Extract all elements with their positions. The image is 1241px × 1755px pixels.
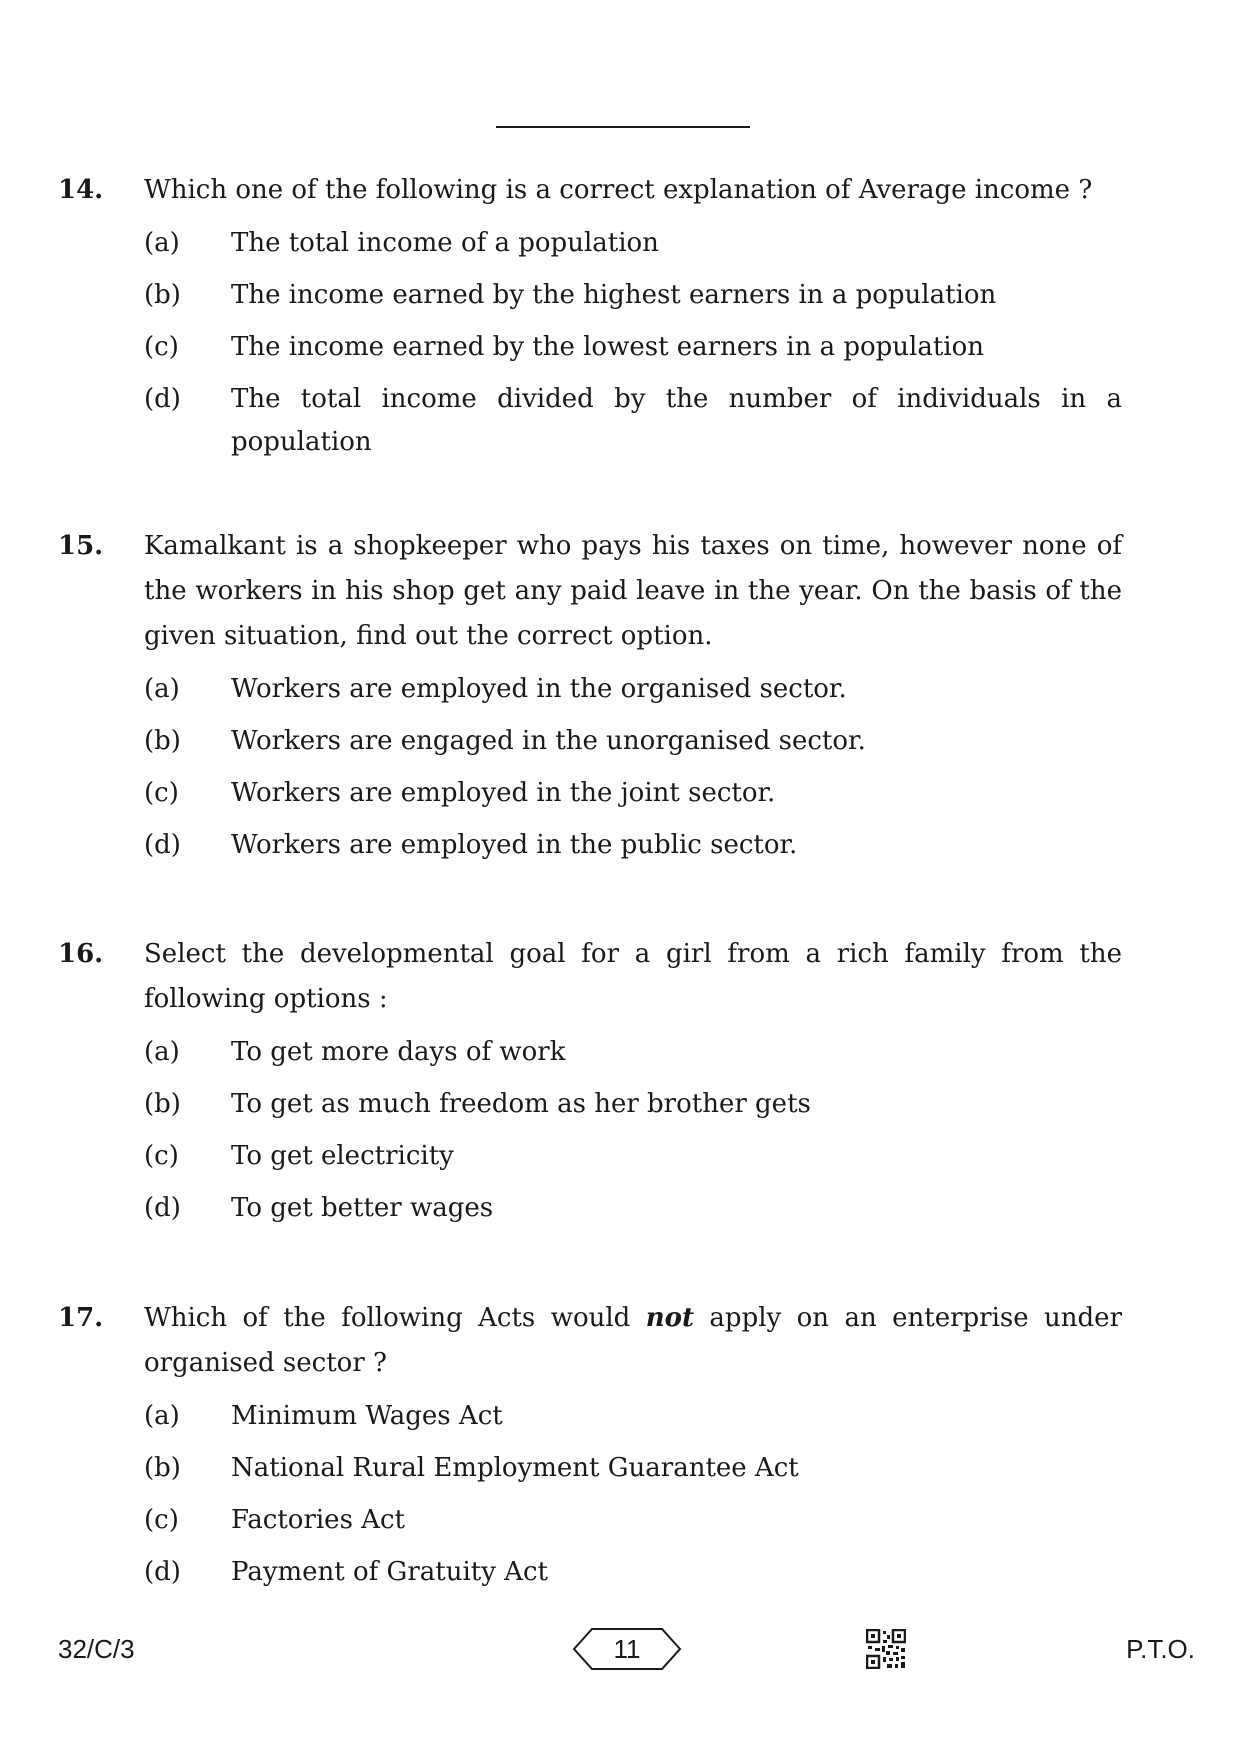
option-text: Workers are employed in the public sector. (231, 830, 798, 860)
option-text: To get as much freedom as her brother gets (231, 1089, 811, 1119)
option-c (144, 1135, 1122, 1178)
question-text (144, 1296, 1122, 1386)
question-text: Kamalkant is a shopkeeper who pays his taxes on time, however none of the workers in his shop get any paid leave in the year. On the basis of the given situation, find out the correct option. (144, 531, 1122, 651)
option-a (144, 668, 1122, 711)
page-number-badge (572, 1627, 682, 1671)
option-text: Workers are employed in the organised sector. (231, 674, 847, 704)
option-text: Payment of Gratuity Act (231, 1557, 548, 1587)
option-a (144, 1031, 1122, 1074)
option-label: (a) (144, 1037, 180, 1067)
option-label: (c) (144, 332, 179, 362)
option-c (144, 1499, 1122, 1542)
option-label: (d) (144, 830, 181, 860)
option-c (144, 326, 1122, 369)
option-label: (b) (144, 1453, 181, 1483)
option-text: Workers are employed in the joint sector. (231, 778, 776, 808)
please-turn-over: P.T.O. (1126, 1634, 1195, 1664)
option-a (144, 1395, 1122, 1438)
option-label: (d) (144, 1193, 181, 1223)
option-d (144, 1187, 1122, 1230)
option-b (144, 1083, 1122, 1126)
option-label: (b) (144, 726, 181, 756)
paper-code: 32/C/3 (58, 1634, 135, 1664)
option-text: Factories Act (231, 1505, 405, 1535)
option-b (144, 1447, 1122, 1490)
option-text: Workers are engaged in the unorganised sector. (231, 726, 866, 756)
page-footer (0, 1627, 1241, 1671)
question-number: 16. (58, 939, 104, 969)
option-b (144, 274, 1122, 317)
option-c (144, 772, 1122, 815)
option-a (144, 222, 1122, 265)
option-d (144, 378, 1122, 464)
question-16 (58, 932, 1122, 1230)
option-label: (b) (144, 1089, 181, 1119)
option-text: To get better wages (231, 1193, 494, 1223)
option-text: National Rural Employment Guarantee Act (231, 1453, 799, 1483)
option-label: (c) (144, 1505, 179, 1535)
option-text: The total income divided by the number of individuals in a population (231, 384, 1122, 457)
option-text: To get electricity (231, 1141, 454, 1171)
option-label: (c) (144, 1141, 179, 1171)
option-label: (a) (144, 1401, 180, 1431)
option-label: (a) (144, 674, 180, 704)
option-label: (a) (144, 228, 180, 258)
option-list (144, 1395, 1122, 1594)
option-text: The income earned by the highest earners in a population (231, 280, 997, 310)
question-15 (58, 524, 1122, 867)
top-divider (496, 126, 750, 128)
option-list (144, 222, 1122, 464)
page-number: 11 (613, 1634, 641, 1664)
question-14 (58, 168, 1122, 464)
option-label: (b) (144, 280, 181, 310)
option-label: (c) (144, 778, 179, 808)
question-text: Which one of the following is a correct explanation of Average income ? (144, 175, 1093, 205)
question-number: 14. (58, 175, 104, 205)
question-text-after: apply on an enterprise under organised sector ? (144, 1303, 1122, 1378)
question-number: 17. (58, 1303, 104, 1333)
option-label: (d) (144, 384, 181, 414)
question-number: 15. (58, 531, 104, 561)
option-d (144, 1551, 1122, 1594)
question-text: Select the developmental goal for a girl from a rich family from the following options : (144, 939, 1122, 1014)
option-d (144, 824, 1122, 867)
option-text: The total income of a population (231, 228, 659, 258)
question-17 (58, 1296, 1122, 1594)
option-list (144, 1031, 1122, 1230)
question-text-emphasis: not (645, 1303, 694, 1333)
question-text-before: Which of the following Acts would (144, 1303, 646, 1333)
option-b (144, 720, 1122, 763)
option-text: The income earned by the lowest earners in a population (231, 332, 985, 362)
option-label: (d) (144, 1557, 181, 1587)
option-list (144, 668, 1122, 867)
option-text: Minimum Wages Act (231, 1401, 503, 1431)
option-text: To get more days of work (231, 1037, 566, 1067)
qr-code-icon (866, 1629, 906, 1669)
